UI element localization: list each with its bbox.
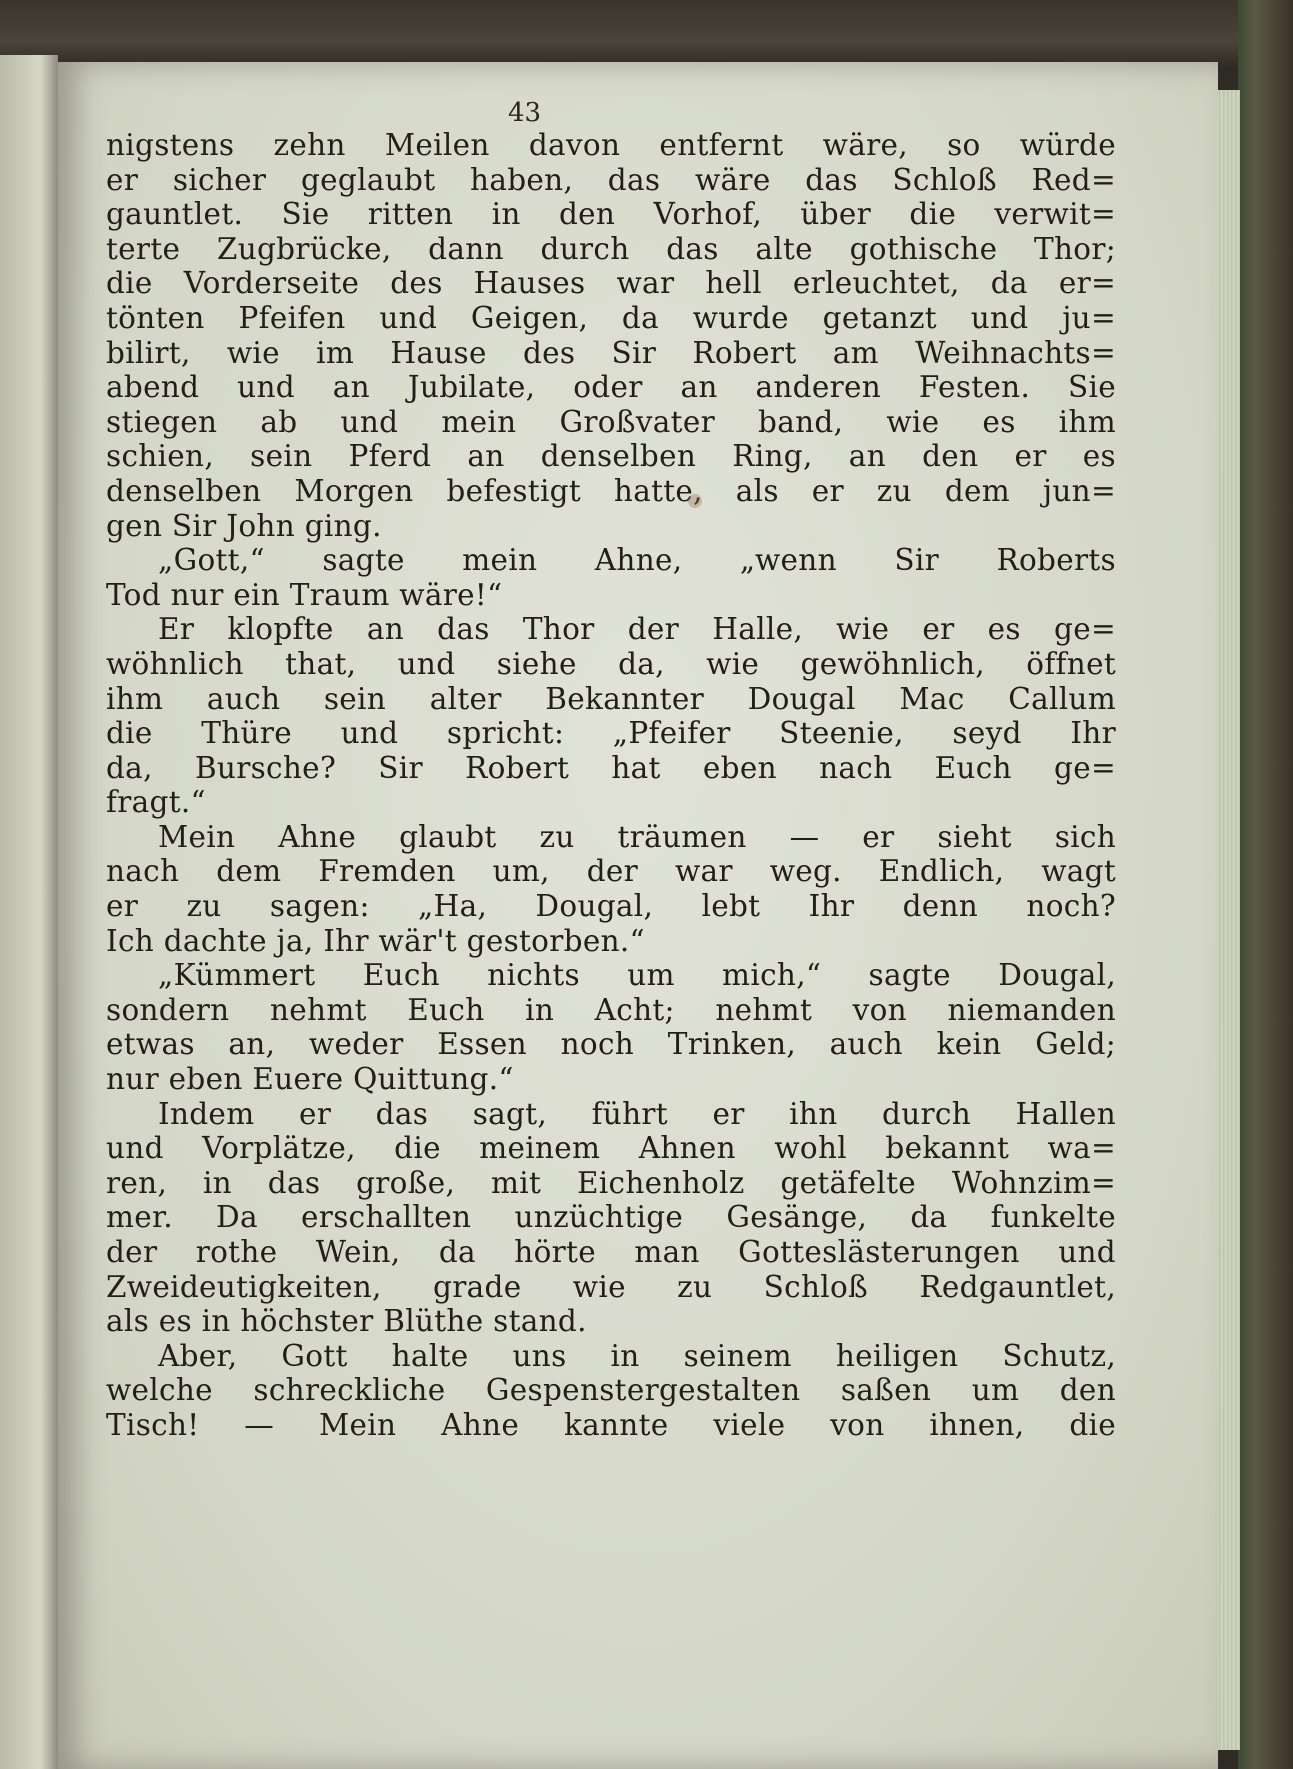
- text-line: sondern nehmt Euch in Acht; nehmt von niemanden: [106, 992, 1116, 1027]
- text-line: „Kümmert Euch nichts um mich,“ sagte Dougal,: [158, 958, 1116, 993]
- text-line: tönten Pfeifen und Geigen, da wurde getanzt und ju=: [106, 300, 1116, 335]
- text-line: terte Zugbrücke, dann durch das alte gothische Thor;: [106, 231, 1116, 266]
- text-line: Tisch! — Mein Ahne kannte viele von ihnen, die: [106, 1407, 1116, 1442]
- text-line: mer. Da erschallten unzüchtige Gesänge, da funkelte: [106, 1200, 1116, 1235]
- text-line: er sicher geglaubt haben, das wäre das Schloß Red=: [106, 162, 1116, 197]
- text-line: und Vorplätze, die meinem Ahnen wohl bekannt wa=: [106, 1131, 1116, 1166]
- text-line: gauntlet. Sie ritten in den Vorhof, über die verwit=: [106, 197, 1116, 232]
- text-line: Mein Ahne glaubt zu träumen — er sieht sich: [158, 819, 1116, 854]
- text-line: die Vorderseite des Hauses war hell erleuchtet, da er=: [106, 266, 1116, 301]
- text-line: etwas an, weder Essen noch Trinken, auch kein Geld;: [106, 1027, 1116, 1062]
- text-line: Er klopfte an das Thor der Halle, wie er es ge=: [158, 612, 1116, 647]
- text-line: fragt.“: [106, 785, 206, 820]
- text-line: nur eben Euere Quittung.“: [106, 1062, 514, 1097]
- text-line: ihm auch sein alter Bekannter Dougal Mac Callum: [106, 681, 1116, 716]
- text-line: wöhnlich that, und siehe da, wie gewöhnlich, öffnet: [106, 646, 1116, 681]
- page-number: 43: [508, 98, 542, 128]
- text-line: Aber, Gott halte uns in seinem heiligen Schutz,: [158, 1338, 1116, 1373]
- text-line: abend und an Jubilate, oder an anderen Festen. Sie: [106, 370, 1116, 405]
- text-line: gen Sir John ging.: [106, 508, 382, 543]
- text-line: Tod nur ein Traum wäre!“: [106, 577, 503, 612]
- text-line: der rothe Wein, da hörte man Gotteslästerungen und: [106, 1235, 1116, 1269]
- text-line: ren, in das große, mit Eichenholz getäfelte Wohnzim=: [106, 1165, 1116, 1200]
- text-line: Indem er das sagt, führt er ihn durch Hallen: [158, 1096, 1116, 1131]
- text-line: da, Bursche? Sir Robert hat eben nach Euch ge=: [106, 750, 1116, 785]
- text-line: als es in höchster Blüthe stand.: [106, 1304, 587, 1339]
- text-line: stiegen ab und mein Großvater band, wie es ihm: [106, 404, 1116, 439]
- text-line: Ich dachte ja, Ihr wär't gestorben.“: [106, 923, 645, 958]
- text-line: Zweideutigkeiten, grade wie zu Schloß Redgauntlet,: [106, 1269, 1116, 1304]
- text-line: denselben Morgen befestigt hatte, als er zu dem jun=: [106, 473, 1116, 508]
- book-cover-edge: [1238, 0, 1293, 1769]
- text-line: die Thüre und spricht: „Pfeifer Steenie, seyd Ihr: [106, 716, 1116, 751]
- book-cover-top: [0, 0, 1293, 70]
- text-line: bilirt, wie im Hause des Sir Robert am Weihnachts=: [106, 335, 1116, 370]
- paper-stain: [688, 494, 702, 508]
- text-line: nach dem Fremden um, der war weg. Endlich, wagt: [106, 854, 1116, 889]
- text-line: welche schreckliche Gespenstergestalten saßen um den: [106, 1373, 1116, 1408]
- text-line: schien, sein Pferd an denselben Ring, an den er es: [106, 439, 1116, 474]
- body-text: [106, 128, 1116, 1443]
- text-line: nigstens zehn Meilen davon entfernt wäre, so würde: [106, 128, 1116, 162]
- facing-page-edge: [0, 55, 58, 1769]
- text-line: er zu sagen: „Ha, Dougal, lebt Ihr denn noch?: [106, 889, 1116, 924]
- text-line: „Gott,“ sagte mein Ahne, „wenn Sir Roberts: [158, 543, 1116, 578]
